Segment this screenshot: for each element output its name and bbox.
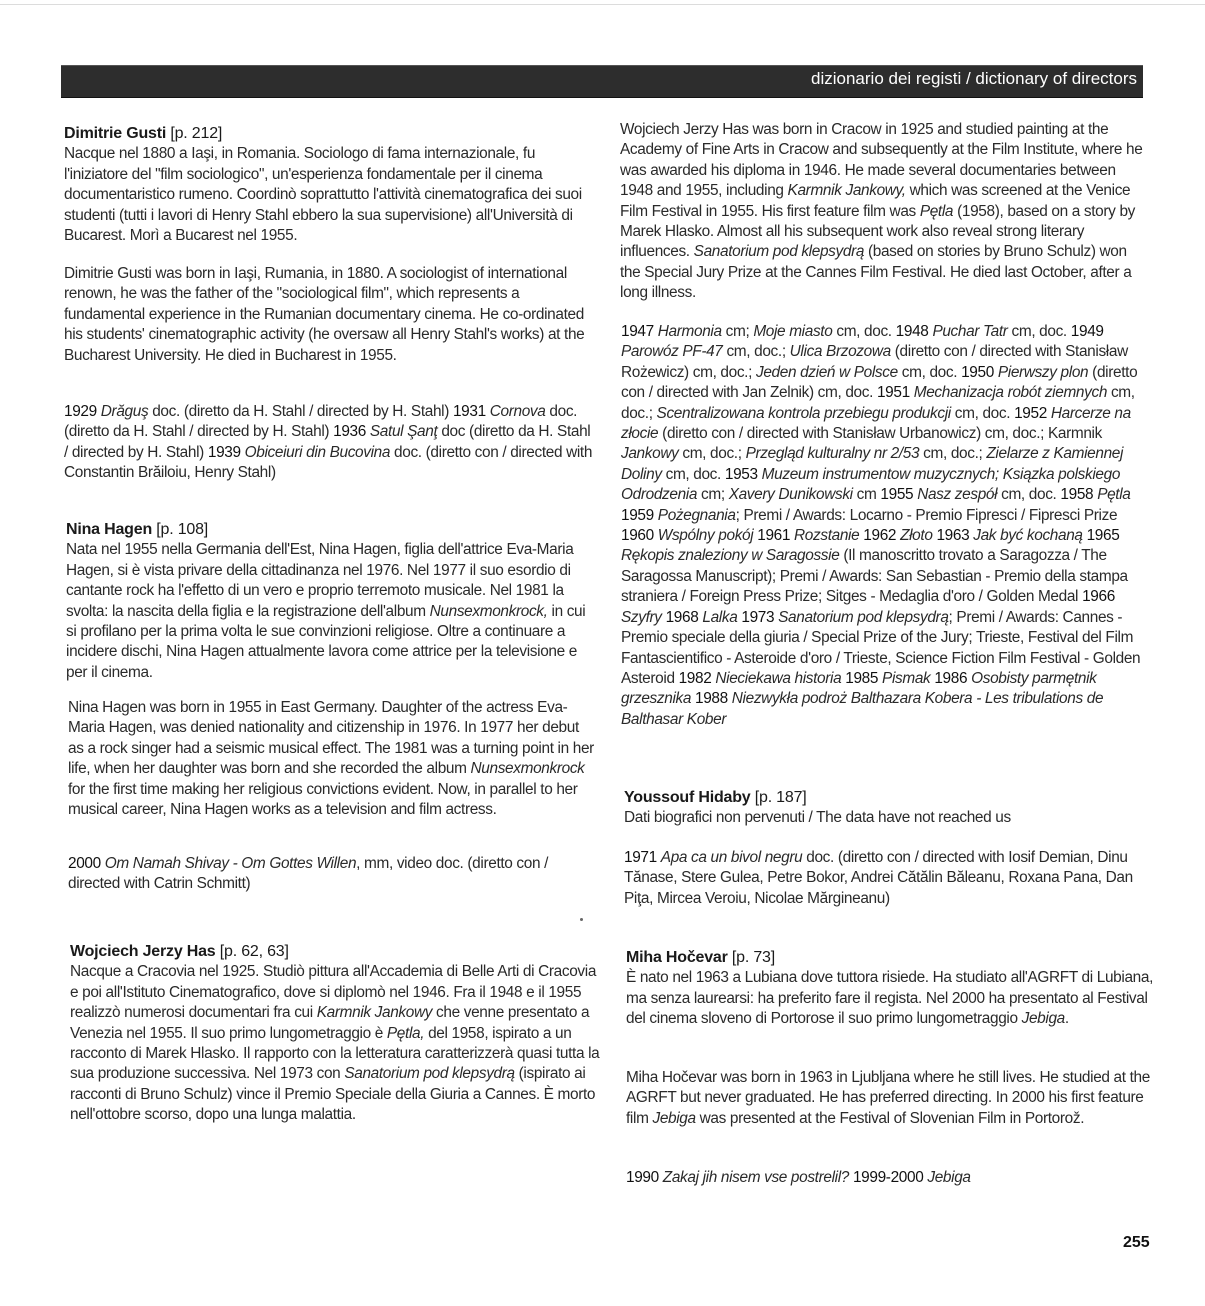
- entry-hidaby: [624, 788, 1154, 829]
- film-title: Obiceiuri din Bucovina: [244, 443, 391, 461]
- entry-hidaby-filmography: [624, 848, 1154, 909]
- film-title: Wspólny pokój: [657, 527, 754, 545]
- film-title: Drăguş: [100, 403, 149, 420]
- film-title: Satul Şanţ: [369, 423, 438, 441]
- director-name: Youssouf Hidaby: [624, 789, 751, 806]
- bio-italian: Nacque a Cracovia nel 1925. Studiò pittura all'Accademia di Belle Arti di Cracovia e poi all'Istituto Cinematografico, dove si diplomò nel 1946. Fra il 1948 e il 1955 realizzò numerosi documentari fra cui Karmnik Jankowy che venne presentato a Venezia nel 1955. Il suo primo lungometraggio è Pętla, del 1958, ispirato a un racconto di Marek Hlasko. Il rapporto con la letteratura caratterizzerà quasi tutta la sua produzione successiva. Nel 1973 con Sanatorium pod klepsydrą (ispirato ai racconti di Bruno Schulz) vince il Premio Speciale della Giuria a Cannes. È morto nell'ottobre scorso, dopo una lunga malattia.: [70, 963, 600, 1124]
- bio-italian: Nata nel 1955 nella Germania dell'Est, Nina Hagen, figlia dell'attrice Eva-Maria Hagen, si è vista privare della cittadinanza nel 1976. Nel 1977 il suo esordio di cantante rock ha l'effetto di un vero e proprio terremoto musicale. Nel 1981 la svolta: la nascita della figlia e la registrazione dell'album Nunsexmonkrock, in cui si profilano per la prima volta le sue convinzioni religiose. Oltre a continuare a incidere dischi, Nina Hagen attualmente lavora come attrice per la televisione e per il cinema.: [66, 541, 586, 681]
- film-title: Jebiga: [1021, 1010, 1065, 1028]
- film-title: Jebiga: [927, 1169, 971, 1186]
- film-title: Cornova: [489, 403, 546, 420]
- entry-heading: [624, 788, 1154, 808]
- film-notes: cm, doc.: [832, 323, 896, 340]
- director-name: Miha Hočevar: [626, 949, 728, 966]
- film-notes: cm, doc.: [661, 465, 725, 483]
- entry-gusti: [64, 124, 594, 246]
- film-year: 1990: [626, 1169, 659, 1186]
- filmography: [68, 854, 598, 895]
- album-title: Nunsexmonkrock: [470, 760, 585, 778]
- film-notes: cm, doc.: [897, 363, 962, 381]
- film-title: Złoto: [900, 527, 933, 545]
- film-title: Nasz zespół: [917, 486, 998, 504]
- entry-gusti-en: [64, 264, 594, 366]
- film-title: Osobisty parmętnik grzesznika: [621, 669, 1097, 708]
- film-year: 1958: [1060, 486, 1094, 504]
- entry-heading: [626, 948, 1156, 968]
- film-year: 1966: [1082, 588, 1115, 606]
- film-year: 1999-2000: [852, 1169, 924, 1186]
- entry-heading: [70, 942, 600, 962]
- bio-italian: È nato nel 1963 a Lubiana dove tuttora risiede. Ha studiato all'AGRFT di Lubiana, ma senza laurearsi: ha preferito fare il regista. Nel 2000 ha presentato al Festival del cinema sloveno di Portorose il suo primo lungometraggio Jebiga.: [626, 969, 1154, 1028]
- film-notes: doc. (diretto da H. Stahl / directed by H. Stahl): [148, 403, 453, 420]
- film-title: Apa ca un bivol negru: [660, 849, 803, 866]
- film-notes: doc. (diretto con / directed with Constantin Brăiloiu, Henry Stahl): [64, 443, 593, 482]
- entry-hagen-filmography: [68, 854, 598, 895]
- film-notes: doc. (diretto con / directed with Iosif Demian, Dinu Tănase, Stere Gulea, Petre Bokor, Andrei Cătălin Băleanu, Roxana Pana, Dan Piţa, Mircea Veroiu, Nicolae Mărgineanu): [624, 849, 1133, 907]
- entry-has-filmography: [621, 322, 1151, 730]
- film-title: Jak być kochaną: [973, 527, 1083, 545]
- bio-english: Wojciech Jerzy Has was born in Cracow in 1925 and studied painting at the Academy of Fine Arts in Cracow and subsequently at the Film Institute, where he was awarded his diploma in 1946. He made several documentaries between 1948 and 1955, including Karmnik Jankowy, which was screened at the Venice Film Festival in 1955. His first feature film was Pętla (1958), based on a story by Marek Hlasko. Almost all his subsequent work also reveal strong literary influences. Sanatorium pod klepsydrą (based on stories by Bruno Schulz) won the Special Jury Prize at the Cannes Film Festival. He died last October, after a long illness.: [620, 121, 1143, 302]
- film-title: Zielarze z Kamiennej Doliny: [621, 445, 1124, 483]
- film-notes: cm, doc.: [950, 404, 1015, 422]
- film-title: Scentralizowana kontrola przebiegu produkcji: [656, 404, 951, 422]
- film-notes: doc. (diretto da H. Stahl / directed by H. Stahl): [64, 403, 578, 441]
- film-year: 1965: [1086, 527, 1120, 545]
- film-year: 1939: [207, 443, 241, 461]
- film-year: 1948: [895, 323, 929, 340]
- film-year: 1947: [621, 323, 654, 340]
- film-year: 1950: [961, 363, 994, 381]
- entry-has: [70, 942, 600, 1126]
- film-title: Sanatorium pod klepsydrą: [778, 608, 949, 626]
- section-header: [61, 65, 1143, 98]
- film-year: 1936: [333, 423, 366, 441]
- film-notes: cm, doc.: [1007, 323, 1071, 340]
- film-title: Pętla: [1097, 486, 1131, 504]
- film-title: Harcerze na złocie: [621, 404, 1131, 443]
- film-title: Puchar Tatr: [932, 323, 1008, 340]
- page-number: 255: [1123, 1234, 1150, 1251]
- filmography: [626, 1168, 1156, 1188]
- film-year: 1985: [845, 669, 879, 687]
- director-name: Nina Hagen: [66, 521, 153, 538]
- film-title: Xavery Dunikowski: [728, 486, 853, 504]
- film-notes: doc (diretto da H. Stahl / directed by H. Stahl): [64, 423, 591, 461]
- film-title: Jeden dzień w Polsce: [755, 363, 898, 381]
- director-name: Dimitrie Gusti: [64, 125, 167, 142]
- film-notes: cm, doc.;: [919, 445, 987, 463]
- film-title: Parowóz PF-47: [621, 343, 723, 361]
- bio-italian: Nacque nel 1880 a Iaşi, in Romania. Sociologo di fama internazionale, fu l'iniziatore del "film sociologico", un'esperienza fondamentale per il cinema documentaristico rumeno. Coordinò soprattutto l'attività cinematografica dei suoi studenti (tutti i lavori di Henry Stahl ebbero la sua supervisione) all'Università di Bucarest. Morì a Bucarest nel 1955.: [64, 145, 582, 245]
- film-title: Jebiga: [652, 1109, 696, 1127]
- film-title: Niezwykła podroż Balthazara Kobera - Les tribulations de Balthasar Kober: [621, 690, 1104, 728]
- film-notes: , mm, video doc. (diretto con / directed with Catrin Schmitt): [68, 855, 549, 893]
- film-notes: cm;: [721, 323, 754, 340]
- film-year: 1988: [695, 690, 728, 708]
- film-year: 2000: [68, 855, 101, 872]
- entry-hagen: [66, 520, 596, 683]
- entry-hocevar-en: [626, 1068, 1156, 1129]
- film-notes: cm, doc.;: [621, 384, 1135, 422]
- film-title: Lalka: [702, 608, 738, 626]
- film-notes: cm, doc.: [997, 486, 1061, 504]
- film-notes: cm;: [697, 486, 729, 504]
- film-year: 1986: [934, 669, 968, 687]
- film-notes: ; Premi / Awards: Cannes - Premio speciale della giuria / Special Prize of the Jury; Trieste, Festival del Film Fantascientifico - Asteroide d'oro / Trieste, Science Fiction Film Festival - Golden Asteroid: [621, 608, 1141, 687]
- film-title: Pierwszy plon: [997, 363, 1089, 381]
- bio: Dati biografici non pervenuti / The data have not reached us: [624, 809, 1011, 827]
- film-notes: ; Premi / Awards: Locarno - Premio Fipresci / Fipresci Prize: [735, 506, 1118, 524]
- film-title: Moje miasto: [753, 323, 833, 340]
- film-year: 1973: [741, 608, 775, 626]
- director-name: Wojciech Jerzy Has: [70, 943, 216, 960]
- film-title: Mechanizacja robót ziemnych: [913, 384, 1108, 402]
- film-title: Ulica Brzozowa: [789, 343, 891, 361]
- film-title: Pożegnania: [657, 506, 736, 524]
- section-title: dizionario dei registi / dictionary of directors: [811, 69, 1137, 88]
- film-notes: (diretto con / directed with Stanisław Urbanowicz) cm, doc.; Karmnik: [658, 425, 1102, 443]
- film-notes: cm, doc.;: [678, 445, 746, 463]
- film-year: 1959: [621, 506, 654, 524]
- film-year: 1955: [880, 486, 914, 504]
- film-title: Szyfry: [621, 608, 662, 626]
- filmography: [64, 402, 594, 484]
- film-year: 1960: [621, 527, 654, 545]
- film-year: 1953: [724, 465, 758, 483]
- film-notes: (Il manoscritto trovato a Saragozza / The Saragossa Manuscript); Premi / Awards: San Sebastian - Premio della stampa straniera / Foreign Press Prize; Sitges - Medaglia d'oro / Golden Medal: [621, 547, 1128, 606]
- bio-english: Dimitrie Gusti was born in Iaşi, Rumania, in 1880. A sociologist of international renown, he was the father of the "sociological film", which represents a fundamental experience in the Rumanian documentary cinema. He co-ordinated his students' cinematographic activity (he oversaw all Henry Stahl's works) at the Bucharest University. He died in Bucharest in 1955.: [64, 265, 585, 364]
- film-year: 1962: [863, 527, 897, 545]
- film-year: 1929: [64, 403, 97, 420]
- film-year: 1952: [1014, 404, 1047, 422]
- film-year: 1949: [1070, 323, 1104, 340]
- film-title: Rozstanie: [794, 527, 860, 545]
- top-rule: [0, 4, 1205, 5]
- film-year: 1963: [936, 527, 970, 545]
- film-title: Muzeum instrumentow muzycznych; Ksiązka polskiego Odrodzenia: [621, 465, 1121, 504]
- entry-hocevar-filmography: [626, 1168, 1156, 1188]
- page-ref: [p. 187]: [754, 789, 807, 806]
- film-notes: cm: [852, 486, 881, 504]
- page-ref: [p. 108]: [156, 521, 209, 538]
- film-title: Rękopis znaleziony w Saragossie: [621, 547, 840, 565]
- page-ref: [p. 73]: [731, 949, 775, 966]
- page-ref: [p. 62, 63]: [219, 943, 289, 960]
- filmography: [621, 322, 1151, 730]
- film-year: 1968: [665, 608, 699, 626]
- film-title: Przegląd kulturalny nr 2/53: [745, 445, 920, 463]
- film-year: 1951: [876, 384, 910, 402]
- film-title: Zakaj jih nisem vse postrelil?: [662, 1169, 850, 1186]
- entry-heading: [64, 124, 594, 144]
- bio-english: Nina Hagen was born in 1955 in East Germany. Daughter of the actress Eva-Maria Hagen, was denied nationality and citizenship in 1976. In 1977 her debut as a rock singer had a seismic musical effect. The 1981 was a turning point in her life, when her daughter was born and she recorded the album Nunsexmonkrock for the first time making her religious convictions evident. Now, in parallel to her musical career, Nina Hagen works as a television and film actress.: [68, 699, 594, 819]
- filmography: [624, 848, 1154, 909]
- entry-has-en: [620, 120, 1150, 304]
- film-notes: (diretto con / directed with Stanisław Rożewicz) cm, doc.;: [621, 343, 1128, 381]
- film-year: 1971: [624, 849, 657, 866]
- film-year: 1961: [757, 527, 791, 545]
- film-notes: (diretto con / directed with Jan Zelnik) cm, doc.: [621, 363, 1138, 402]
- film-year: 1931: [452, 403, 486, 420]
- speck: [580, 918, 583, 921]
- entry-hocevar: [626, 948, 1156, 1030]
- film-title: Harmonia: [657, 323, 722, 340]
- film-title: Om Namah Shivay - Om Gottes Willen: [104, 855, 357, 872]
- page-ref: [p. 212]: [170, 125, 223, 142]
- film-title: Jankowy: [621, 445, 679, 463]
- film-title: Pismak: [882, 669, 931, 687]
- album-title: Nunsexmonkrock,: [429, 602, 548, 620]
- film-year: 1982: [678, 669, 712, 687]
- bio-english: Miha Hočevar was born in 1963 in Ljubljana where he still lives. He studied at the AGRFT but never graduated. He has preferred directing. In 2000 his first feature film Jebiga was presented at the Festival of Slovenian Film in Portorož.: [626, 1069, 1150, 1127]
- film-notes: cm, doc.;: [722, 343, 790, 361]
- film-title: Nieciekawa historia: [715, 669, 842, 687]
- entry-heading: [66, 520, 596, 540]
- entry-hagen-en: [68, 698, 598, 820]
- entry-gusti-filmography: [64, 402, 594, 484]
